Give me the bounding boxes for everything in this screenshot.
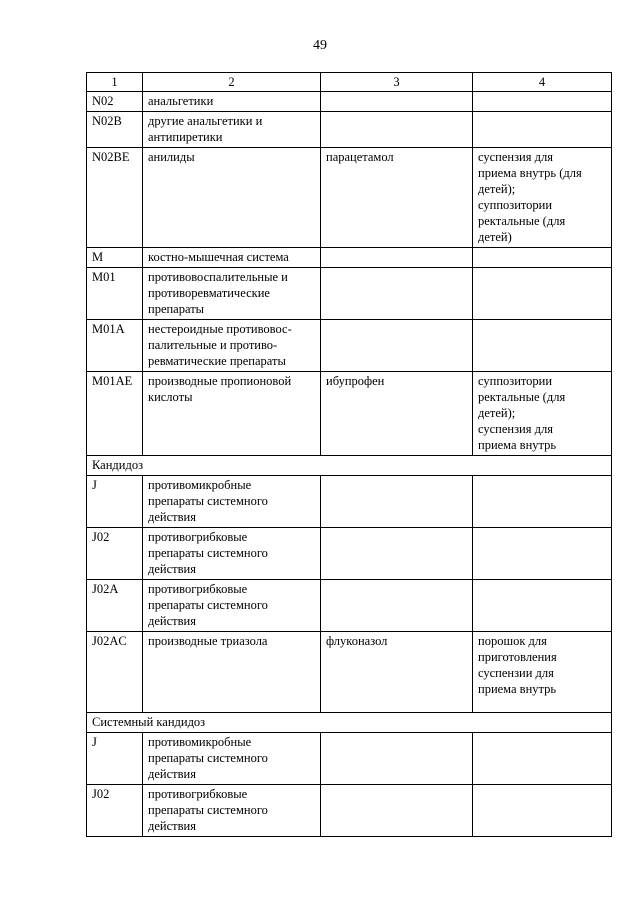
dosage-form-cell: суппозитории ректальные (для детей); суспензия для приема внутрь	[473, 372, 612, 456]
atc-code-cell: N02	[87, 92, 143, 112]
group-name-cell: противовоспалительные и противоревматические препараты	[143, 268, 321, 320]
atc-code-cell: J02	[87, 785, 143, 837]
group-name-cell: противогрибковые препараты системного действия	[143, 580, 321, 632]
dosage-form-cell	[473, 248, 612, 268]
table-row	[87, 92, 612, 112]
table-row	[87, 476, 612, 528]
column-header: 4	[473, 73, 612, 92]
atc-code-cell: M	[87, 248, 143, 268]
drug-name-cell	[321, 112, 473, 148]
dosage-form-cell	[473, 580, 612, 632]
table-row	[87, 268, 612, 320]
dosage-form-cell	[473, 528, 612, 580]
drug-name-cell	[321, 733, 473, 785]
group-name-cell: нестероидные противовос- палительные и противо- ревматические препараты	[143, 320, 321, 372]
drug-name-cell	[321, 268, 473, 320]
atc-code-cell: M01	[87, 268, 143, 320]
group-name-cell: анилиды	[143, 148, 321, 248]
column-header: 3	[321, 73, 473, 92]
atc-code-cell: J02AC	[87, 632, 143, 713]
atc-code-cell: M01A	[87, 320, 143, 372]
atc-code-cell: J	[87, 733, 143, 785]
dosage-form-cell	[473, 476, 612, 528]
column-header: 2	[143, 73, 321, 92]
dosage-form-cell	[473, 733, 612, 785]
table-row	[87, 248, 612, 268]
drug-name-cell	[321, 528, 473, 580]
drug-name-cell: парацетамол	[321, 148, 473, 248]
group-name-cell: противогрибковые препараты системного действия	[143, 785, 321, 837]
group-name-cell: противогрибковые препараты системного действия	[143, 528, 321, 580]
drug-name-cell	[321, 476, 473, 528]
atc-code-cell: J02	[87, 528, 143, 580]
table-row	[87, 785, 612, 837]
drug-name-cell: флуконазол	[321, 632, 473, 713]
dosage-form-cell	[473, 785, 612, 837]
drug-name-cell	[321, 320, 473, 372]
section-row	[87, 713, 612, 733]
dosage-form-cell	[473, 92, 612, 112]
table-row	[87, 372, 612, 456]
atc-code-cell: M01AE	[87, 372, 143, 456]
column-header: 1	[87, 73, 143, 92]
drug-name-cell	[321, 580, 473, 632]
drug-name-cell	[321, 248, 473, 268]
section-row	[87, 456, 612, 476]
section-title: Системный кандидоз	[87, 713, 612, 733]
group-name-cell: противомикробные препараты системного действия	[143, 733, 321, 785]
table-row	[87, 733, 612, 785]
table-row	[87, 580, 612, 632]
dosage-form-cell: суспензия для приема внутрь (для детей); суппозитории ректальные (для детей)	[473, 148, 612, 248]
group-name-cell: противомикробные препараты системного действия	[143, 476, 321, 528]
table-body	[87, 92, 612, 837]
dosage-form-cell	[473, 268, 612, 320]
medication-table	[86, 72, 612, 837]
table-row	[87, 148, 612, 248]
dosage-form-cell: порошок для приготовления суспензии для приема внутрь	[473, 632, 612, 713]
dosage-form-cell	[473, 112, 612, 148]
table-row	[87, 112, 612, 148]
group-name-cell: костно-мышечная система	[143, 248, 321, 268]
drug-name-cell: ибупрофен	[321, 372, 473, 456]
section-title: Кандидоз	[87, 456, 612, 476]
atc-code-cell: N02BE	[87, 148, 143, 248]
table-row	[87, 528, 612, 580]
table-row	[87, 632, 612, 713]
atc-code-cell: N02B	[87, 112, 143, 148]
drug-name-cell	[321, 92, 473, 112]
dosage-form-cell	[473, 320, 612, 372]
group-name-cell: производные триазола	[143, 632, 321, 713]
atc-code-cell: J02A	[87, 580, 143, 632]
group-name-cell: другие анальгетики и антипиретики	[143, 112, 321, 148]
table-row	[87, 320, 612, 372]
atc-code-cell: J	[87, 476, 143, 528]
table-header-row	[87, 73, 612, 92]
group-name-cell: анальгетики	[143, 92, 321, 112]
drug-name-cell	[321, 785, 473, 837]
page-number: 49	[313, 38, 327, 53]
group-name-cell: производные пропионовой кислоты	[143, 372, 321, 456]
